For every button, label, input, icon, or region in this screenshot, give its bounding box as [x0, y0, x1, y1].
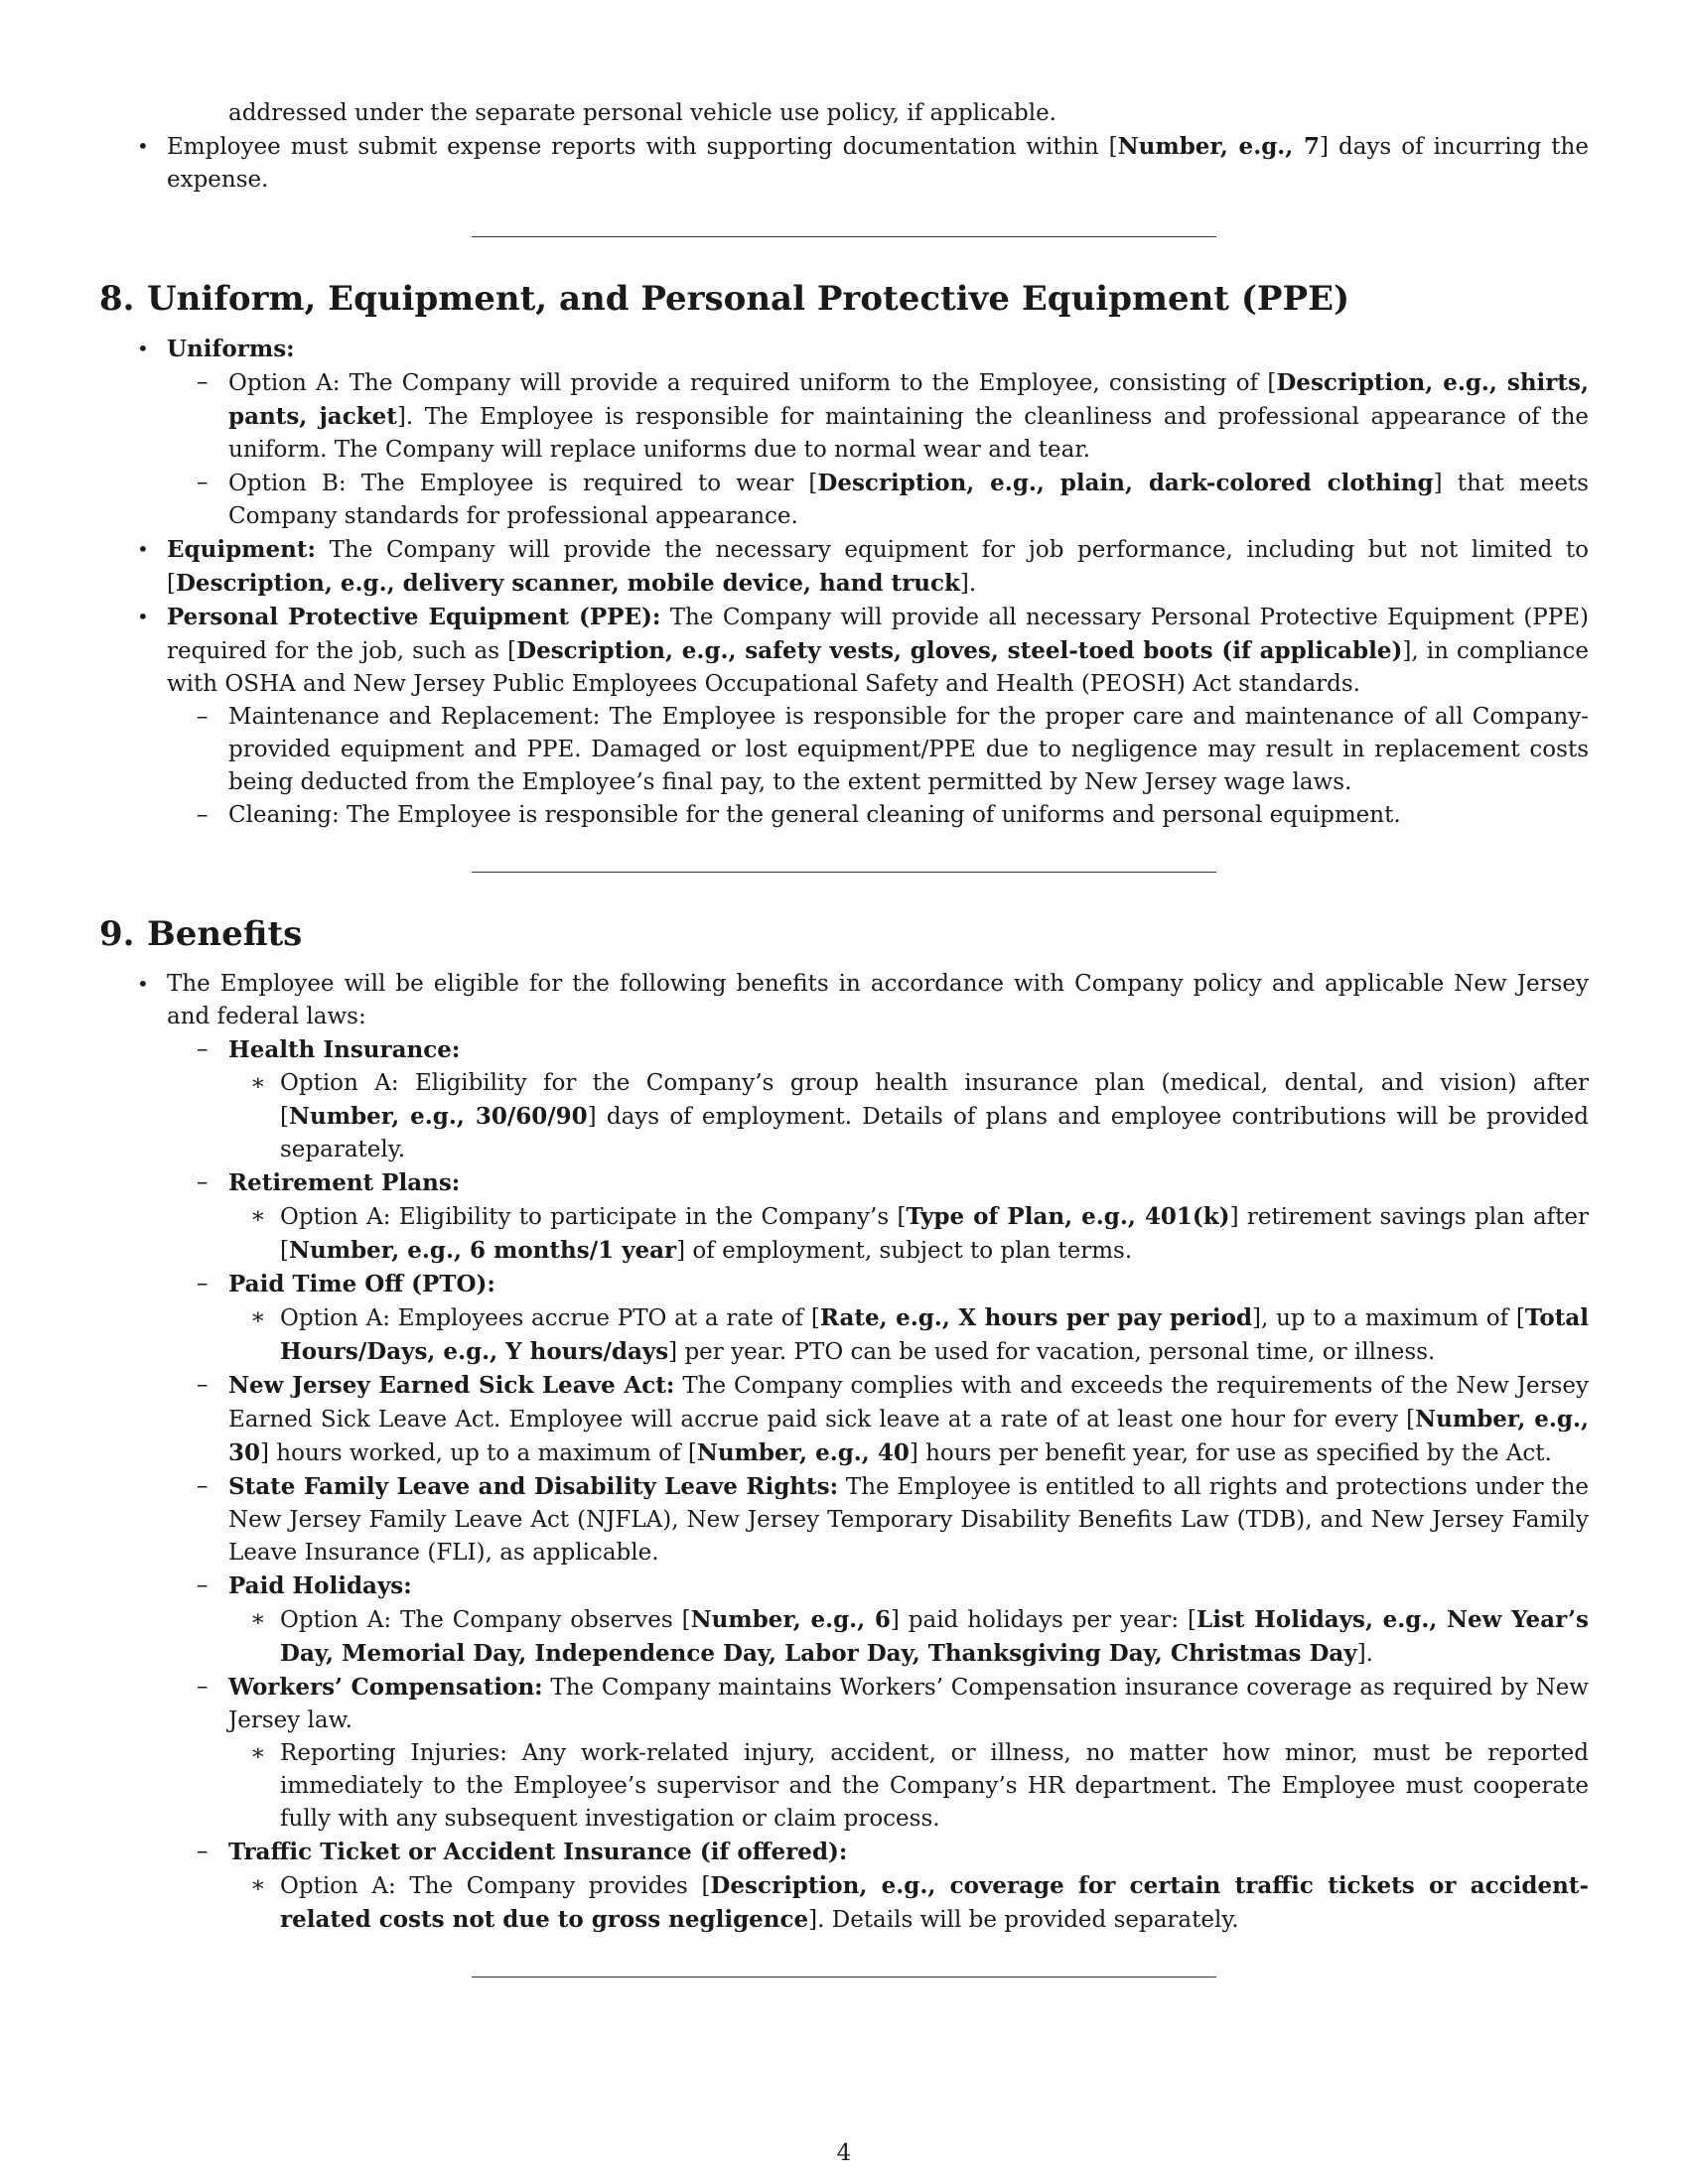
workers-comp-item: – Workers’ Compensation: The Company maintains Workers’ Compensation insurance coverage as required by New Jersey law.: [99, 1671, 1589, 1737]
dash-icon: [197, 1033, 209, 1066]
maintenance-item: – Maintenance and Replacement: The Employee is responsible for the proper care and maintenance of all Company-provided equipment and PPE. Damaged or lost equipment/PPE due to negligence may result in replacement costs being deducted from the Employee’s final pay, to the extent permitted by New Jersey wage laws.: [99, 701, 1589, 799]
reporting-injuries-item: ∗ Reporting Injuries: Any work-related injury, accident, or illness, no matter how minor, must be reported immediately to the Employee’s supervisor and the Company’s HR department. The Employee must cooperate fully with any subsequent investigation or claim process.: [99, 1737, 1589, 1836]
dash-icon: [197, 1671, 209, 1704]
family-leave-item: – State Family Leave and Disability Leave Rights: The Employee is entitled to all rights and protections under the New Jersey Family Leave Act (NJFLA), New Jersey Temporary Disability Benefits Law (TDB), and New Jersey Family Leave Insurance (FLI), as applicable.: [99, 1470, 1589, 1570]
retirement-plans-item: – Retirement Plans:: [99, 1166, 1589, 1200]
traffic-option-a: ∗ Option A: The Company provides [Description, e.g., coverage for certain traffic tickets or accident-related costs not due to gross negligence]. Details will be provided separately.: [99, 1869, 1589, 1937]
equipment-item: • Equipment: The Company will provide the necessary equipment for job performance, including but not limited to [Description, e.g., delivery scanner, mobile device, hand truck].: [99, 533, 1589, 601]
dash-icon: [197, 1268, 209, 1300]
dash-icon: [197, 1836, 209, 1868]
traffic-insurance-item: – Traffic Ticket or Accident Insurance (if offered):: [99, 1836, 1589, 1869]
uniform-option-a: – Option A: The Company will provide a required uniform to the Employee, consisting of [Description, e.g., shirts, pants, jacket]. The Employee is responsible for maintaining the cleanliness and professional appearance of the uniform. The Company will replace uniforms due to normal wear and tear.: [99, 366, 1589, 467]
holidays-option-a: ∗ Option A: The Company observes [Number, e.g., 6] paid holidays per year: [List Holidays, e.g., New Year’s Day, Memorial Day, Independence Day, Labor Day, Thanksgiving Day, Christmas Day].: [99, 1603, 1589, 1671]
asterisk-icon: [250, 1869, 266, 1902]
asterisk-icon: [250, 1200, 266, 1233]
bullet-icon: [137, 533, 149, 566]
page-number: 4: [836, 2140, 852, 2166]
cleaning-item: – Cleaning: The Employee is responsible for the general cleaning of uniforms and personal equipment.: [99, 799, 1589, 832]
dash-icon: [197, 467, 209, 499]
paid-holidays-item: – Paid Holidays:: [99, 1570, 1589, 1603]
bullet-icon: [137, 601, 149, 633]
pto-option-a: ∗ Option A: Employees accrue PTO at a rate of [Rate, e.g., X hours per pay period], up to a maximum of [Total Hours/Days, e.g., Y hours/days] per year. PTO can be used for vacation, personal time, or illness.: [99, 1301, 1589, 1369]
section-divider: [472, 1977, 1216, 1978]
dash-icon: [197, 1369, 209, 1402]
vehicle-policy-continuation: addressed under the separate personal vehicle use policy, if applicable.: [228, 100, 1056, 126]
ppe-item: • Personal Protective Equipment (PPE): The Company will provide all necessary Personal Protective Equipment (PPE) required for the job, such as [Description, e.g., safety vests, gloves, steel-toed boots (if applicable)], in compliance with OSHA and New Jersey Public Employees Occupational Safety and Health (PEOSH) Act standards.: [99, 601, 1589, 701]
asterisk-icon: [250, 1737, 266, 1770]
section-8-heading: 8. Uniform, Equipment, and Personal Protective Equipment (PPE): [99, 279, 1350, 319]
page-content: [99, 97, 1589, 1978]
dash-icon: [197, 1570, 209, 1602]
asterisk-icon: [250, 1603, 266, 1636]
retirement-option-a: ∗ Option A: Eligibility to participate in the Company’s [Type of Plan, e.g., 401(k)] retirement savings plan after [Number, e.g., 6 months/1 year] of employment, subject to plan terms.: [99, 1200, 1589, 1268]
expense-report-item: • Employee must submit expense reports with supporting documentation within [Number, e.g., 7] days of incurring the expense.: [99, 130, 1589, 197]
bullet-icon: [137, 333, 149, 365]
bullet-icon: [137, 968, 149, 1001]
uniforms-item: • Uniforms:: [99, 333, 1589, 366]
section-9-heading: 9. Benefits: [99, 914, 303, 954]
uniform-option-b: – Option B: The Employee is required to wear [Description, e.g., plain, dark-colored clothing] that meets Company standards for professional appearance.: [99, 467, 1589, 533]
health-option-a: ∗ Option A: Eligibility for the Company’s group health insurance plan (medical, dental, and vision) after [Number, e.g., 30/60/90] days of employment. Details of plans and employee contributions will be provided separately.: [99, 1067, 1589, 1166]
asterisk-icon: [250, 1301, 266, 1334]
health-insurance-item: – Health Insurance:: [99, 1033, 1589, 1067]
asterisk-icon: [250, 1067, 266, 1100]
sick-leave-item: – New Jersey Earned Sick Leave Act: The Company complies with and exceeds the requirements of the New Jersey Earned Sick Leave Act. Employee will accrue paid sick leave at a rate of at least one hour for every [Number, e.g., 30] hours worked, up to a maximum of [Number, e.g., 40] hours per benefit year, for use as specified by the Act.: [99, 1369, 1589, 1470]
dash-icon: [197, 799, 209, 832]
dash-icon: [197, 1166, 209, 1199]
dash-icon: [197, 1470, 209, 1503]
bullet-icon: [137, 130, 149, 163]
benefits-intro-item: • The Employee will be eligible for the following benefits in accordance with Company policy and applicable New Jersey and federal laws:: [99, 968, 1589, 1033]
dash-icon: [197, 366, 209, 399]
dash-icon: [197, 701, 209, 734]
pto-item: – Paid Time Off (PTO):: [99, 1268, 1589, 1301]
